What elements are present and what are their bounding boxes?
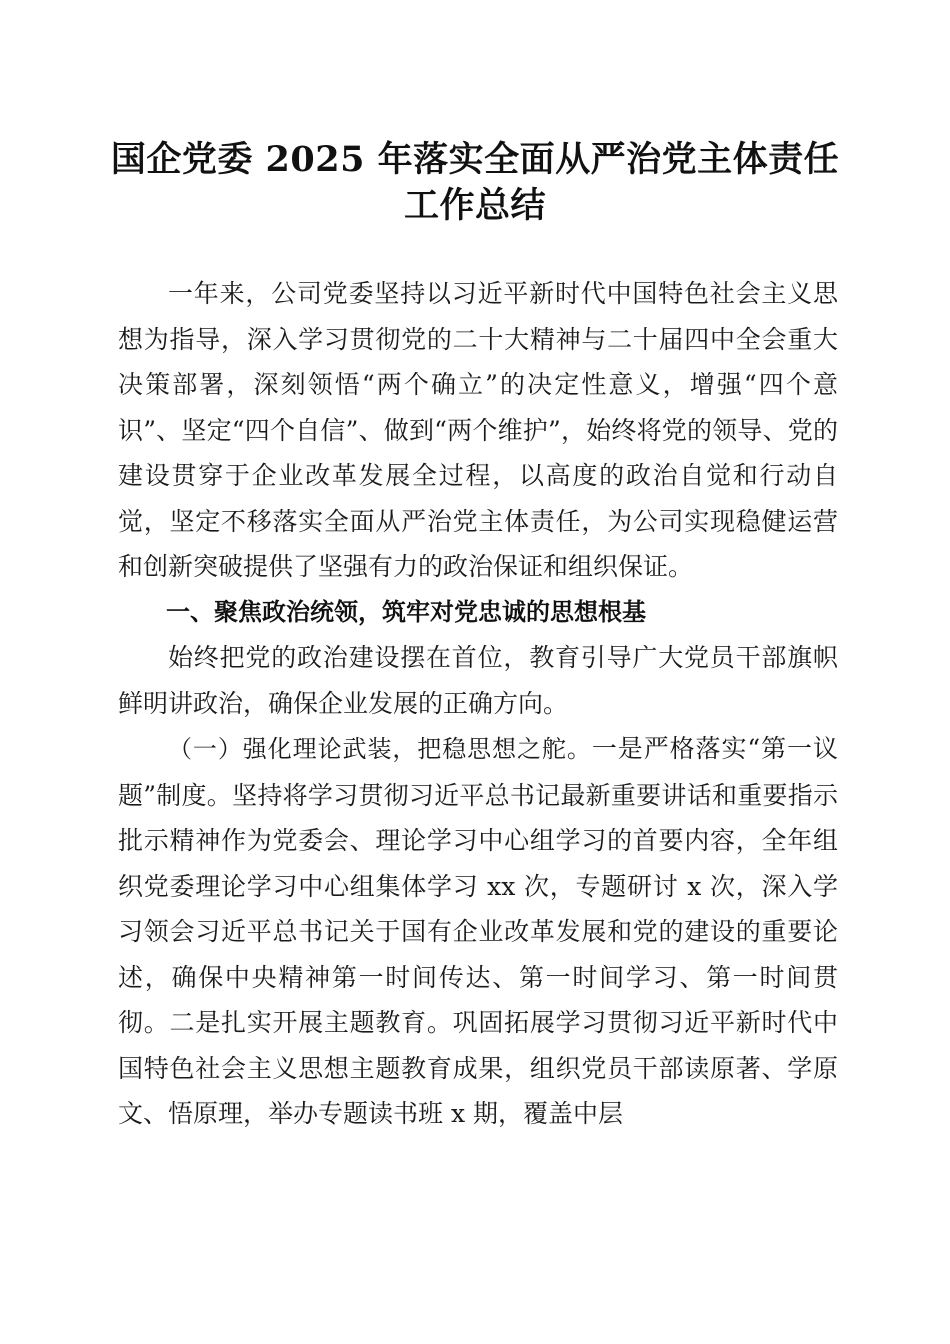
intro-paragraph: 一年来，公司党委坚持以习近平新时代中国特色社会主义思想为指导，深入学习贯彻党的二十大精神与二十届四中全会重大决策部署，深刻领悟“两个确立”的决定性意义，增强“四个意识”、坚定“四个自信”、做到“两个维护”，始终将党的领导、党的建设贯穿于企业改革发展全过程，以高度的政治自觉和行动自觉，坚定不移落实全面从严治党主体责任，为公司实现稳健运营和创新突破提供了坚强有力的政治保证和组织保证。 — [118, 279, 838, 581]
document-title-line-1: 国企党委 2025 年落实全面从严治党主体责任 — [110, 139, 840, 180]
subsection-1-paragraph — [118, 726, 838, 1137]
subsection-1-heading: （一）强化理论武装，把稳思想之舵。 — [168, 735, 592, 763]
section-1-heading: 一、聚焦政治统领，筑牢对党忠诚的思想根基 — [166, 597, 646, 626]
subsection-1-body: 一是严格落实“第一议题”制度。坚持将学习贯彻习近平总书记最新重要讲话和重要指示批示精神作为党委会、理论学习中心组学习的首要内容，全年组织党委理论学习中心组集体学习 xx 次，专题研讨 x 次，深入学习领会习近平总书记关于国有企业改革发展和党的建设的重要论述，确保中央精神第一时间传达、第一时间学习、第一时间贯彻。二是扎实开展主题教育。巩固拓展学习贯彻习近平新时代中国特色社会主义思想主题教育成果，组织党员干部读原著、学原文、悟原理，举办专题读书班 x 期，覆盖中层 — [118, 734, 838, 1128]
document-body — [118, 271, 838, 1137]
document-title-line-2: 工作总结 — [403, 185, 546, 226]
section-1-intro-paragraph: 始终把党的政治建设摆在首位，教育引导广大党员干部旗帜鲜明讲政治，确保企业发展的正确方向。 — [118, 643, 838, 718]
